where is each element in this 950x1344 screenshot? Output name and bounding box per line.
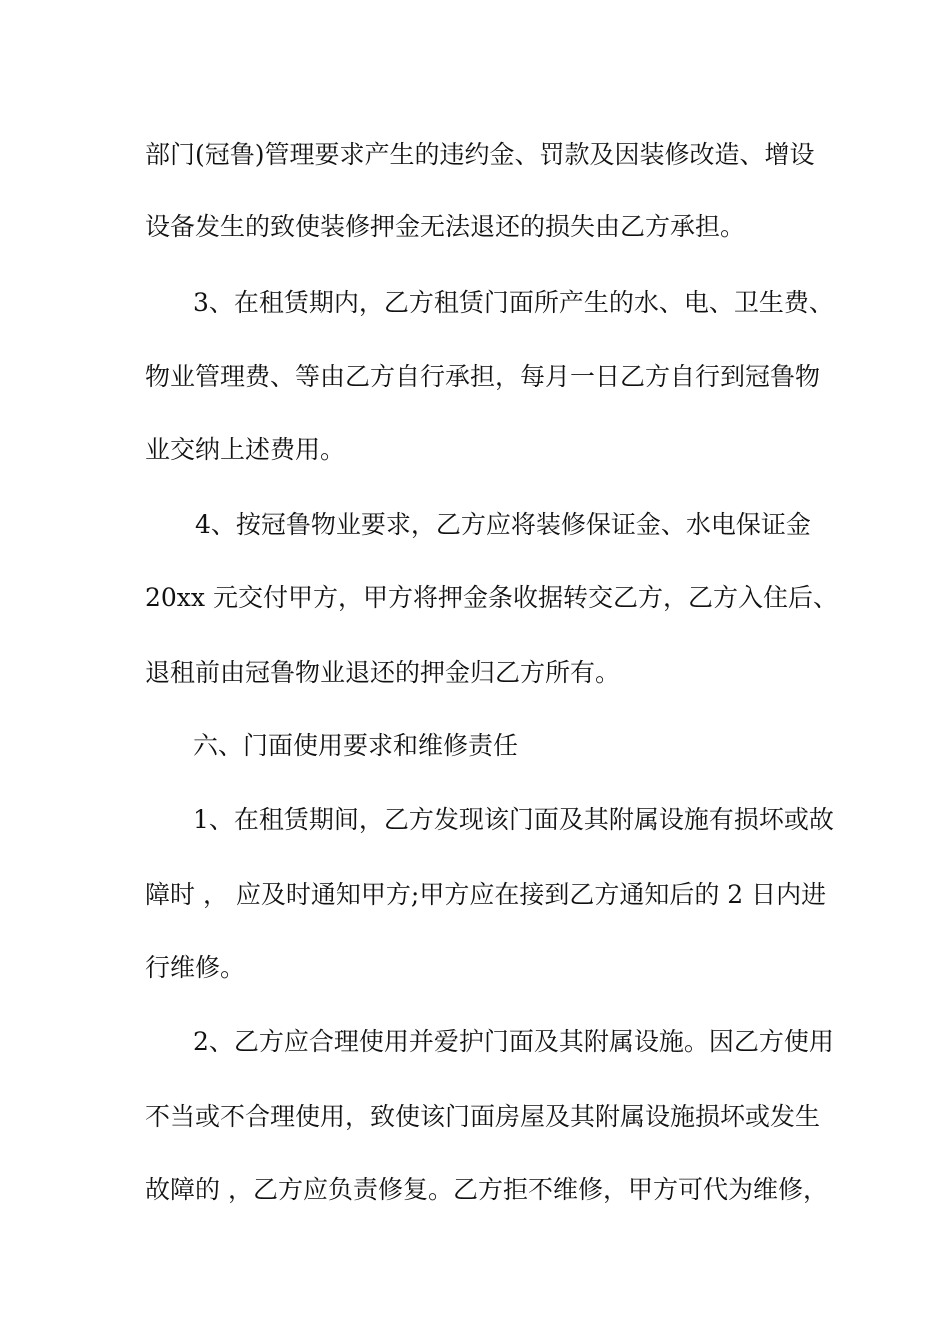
text-line: 部门(冠鲁)管理要求产生的违约金、罚款及因装修改造、增设 [145, 140, 815, 169]
text-line: 不当或不合理使用，致使该门面房屋及其附属设施损坏或发生 [145, 1102, 821, 1131]
text-line: 设备发生的致使装修押金无法退还的损失由乙方承担。 [145, 212, 746, 241]
text-line: 退租前由冠鲁物业退还的押金归乙方所有。 [145, 658, 621, 687]
text-line: 行维修。 [145, 953, 246, 982]
text-line: 20xx 元交付甲方，甲方将押金条收据转交乙方，乙方入住后、 [145, 583, 838, 612]
text-line: 2、乙方应合理使用并爱护门面及其附属设施。因乙方使用 [193, 1027, 834, 1056]
text-line: 4、按冠鲁物业要求，乙方应将装修保证金、水电保证金 [195, 510, 811, 539]
text-line: 1、在租赁期间，乙方发现该门面及其附属设施有损坏或故 [193, 805, 834, 834]
text-line: 物业管理费、等由乙方自行承担，每月一日乙方自行到冠鲁物 [145, 362, 821, 391]
section-heading: 六、门面使用要求和维修责任 [193, 731, 519, 760]
text-line: 业交纳上述费用。 [145, 435, 346, 464]
text-line: 障时 ， 应及时通知甲方;甲方应在接到乙方通知后的 2 日内进 [145, 880, 827, 909]
text-line: 3、在租赁期内，乙方租赁门面所产生的水、电、卫生费、 [193, 288, 834, 317]
text-line: 故障的 ，乙方应负责修复。乙方拒不维修，甲方可代为维修， [145, 1175, 828, 1204]
